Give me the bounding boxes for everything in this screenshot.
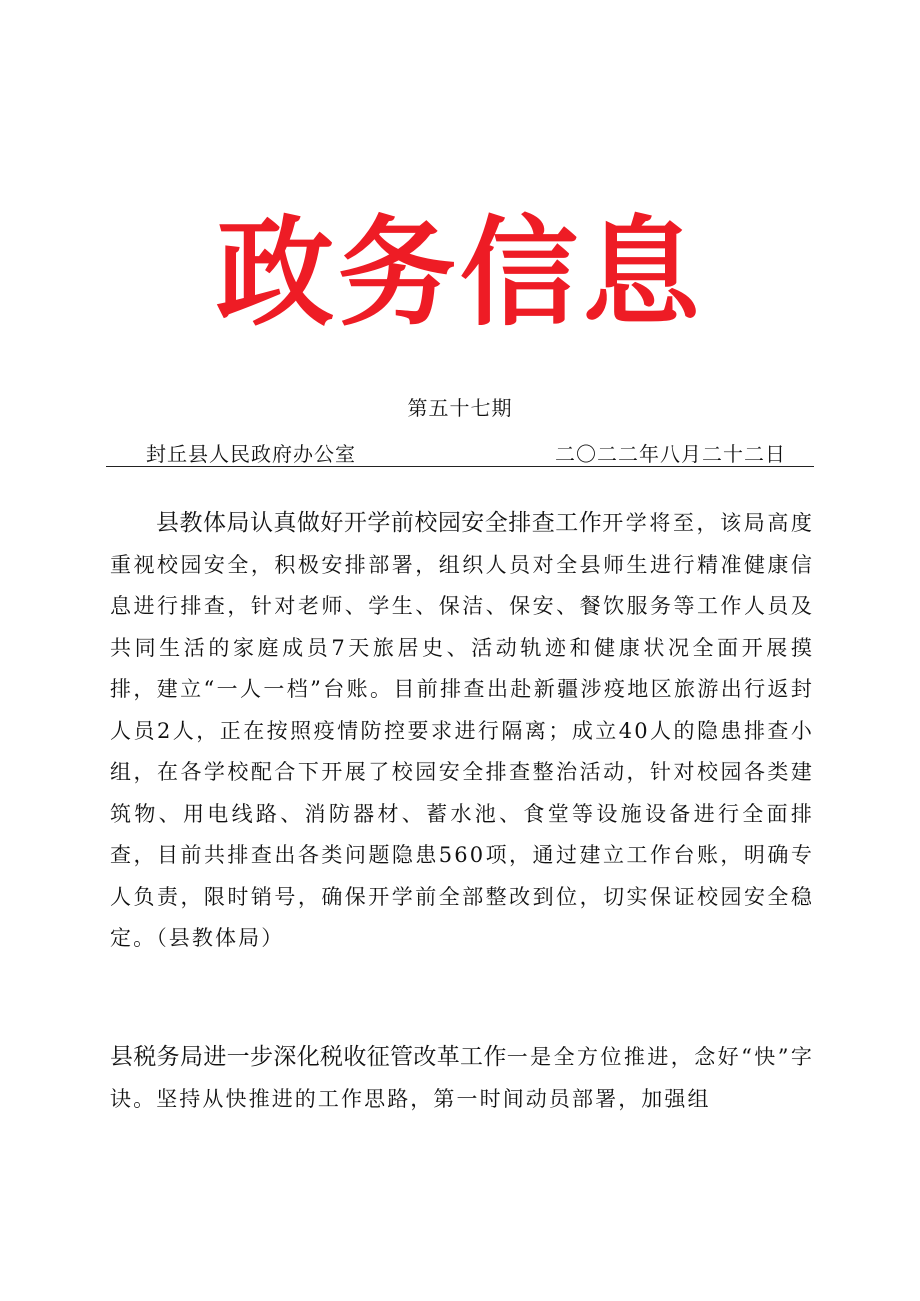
article-1-body: 开学将至，该局高度重视校园安全，积极安排部署，组织人员对全县师生进行精准健康信息进行排查，针对老师、学生、保洁、保安、餐饮服务等工作人员及共同生活的家庭成员7天旅居史、活动轨迹和健康状况全面开展摸排，建立“一人一档”台账。目前排查出赴新疆涉疫地区旅游出行返封人员2人，正在按照疫情防控要求进行隔离；成立40人的隐患排查小组，在各学校配合下开展了校园安全排查整治活动，针对校园各类建筑物、用电线路、消防器材、蓄水池、食堂等设施设备进行全面排查，目前共排查出各类问题隐患560项，通过建立工作台账，明确专人负责，限时销号，确保开学前全部整改到位，切实保证校园安全稳定。（县教体局） [110, 511, 814, 950]
article-1 [110, 503, 814, 960]
issue-date: 二〇二二年八月二十二日 [555, 442, 786, 466]
masthead-title: 政务信息 [215, 204, 704, 342]
article-1-headline: 县教体局认真做好开学前校园安全排查工作 [156, 510, 603, 536]
issuer: 封丘县人民政府办公室 [146, 442, 356, 466]
article-2-body: 一是全方位推进，念好“快”字诀。坚持从快推进的工作思路，第一时间动员部署，加强组 [110, 1045, 815, 1111]
issue-number: 第五十七期 [407, 396, 513, 420]
article-2 [110, 1036, 814, 1120]
header-divider [106, 466, 814, 467]
article-2-headline: 县税务局进一步深化税收征管改革工作 [110, 1044, 507, 1070]
